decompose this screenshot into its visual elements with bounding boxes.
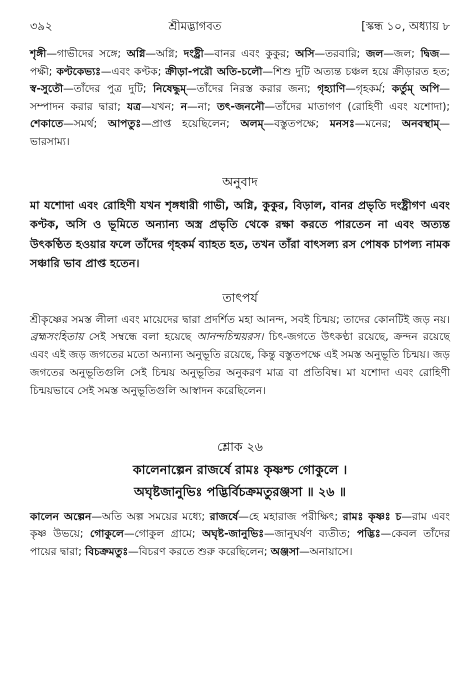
synonym-meaning: —প্রাপ্ত হয়েছিলেন;	[141, 118, 241, 131]
synonym-word: জল	[365, 48, 384, 60]
book-page	[30, 18, 450, 572]
purport-part-3: চিৎ-জগতে উৎকণ্ঠা রয়েছে, ক্রন্দন রয়েছে এবং এই জড় জগতের মতো অন্যান্য অনুভূতি রয়েছে, কিন্তু বস্তুতপক্ষে এই সমস্ত অনুভূতি চিন্ময়। জড় জগতের অনুভূতিগুলি সেই চিন্ময় অনুভূতির অনুকরণ মাত্র বা প্রতিবিম্ব। মা যশোদা এবং রোহিণী চিন্ময়ভাবে সেই সমস্ত অনুভূতিগুলি আস্বাদন করেছিলেন।	[30, 331, 450, 397]
synonym-word: ন	[180, 100, 188, 113]
purport-italic-2: আনন্দচিন্ময়রস।	[196, 331, 264, 344]
synonyms-paragraph	[30, 46, 450, 152]
synonym-word: রামঃ কৃষ্ণঃ চ	[342, 510, 402, 523]
purport-text	[30, 312, 450, 401]
synonym-word: ক্রীড়া-পরৌ অতি-চলৌ	[165, 65, 263, 78]
purport-part-1: শ্রীকৃষ্ণের সমস্ত লীলা এবং মায়েদের দ্বারা প্রদর্শিত মহা আনন্দ, সবই চিন্ময়; তাদের কোনটিই জড় নয়।	[30, 313, 450, 326]
purport-heading: তাৎপর্য	[222, 289, 258, 305]
synonym-word: গৃহ্যাণি	[317, 83, 346, 96]
synonym-word: দ্বিজ	[420, 48, 440, 60]
synonym-meaning: —জানুঘর্ষণ ব্যতীত;	[264, 528, 357, 541]
synonym-meaning: —হে মহারাজ পরীক্ষিৎ;	[238, 510, 343, 523]
synonym-word: অঞ্জসা	[270, 545, 300, 558]
synonym-meaning: —গৃহকর্ম;	[345, 83, 392, 96]
synonym-word: অঘৃষ্ট-জানুভিঃ	[202, 528, 264, 541]
shloka-number: শ্লোক ২৬	[217, 438, 263, 454]
translation-text: মা যশোদা এবং রোহিণী যখন শৃঙ্গধারী গাভী, অগ্নি, কুকুর, বিড়াল, বানর প্রভৃতি দংষ্ট্রীগণ এবং কণ্টক, অসি ও ভূমিতে অন্যান্য অস্ত্র প্রভৃতি থেকে রক্ষা করতে পারতেন না এবং অত্যন্ত উৎকণ্ঠিত হওয়ার ফলে তাঁদের গৃহকর্ম ব্যাহত হত, তখন তাঁরা বাৎসল্য রস পোষক চাপল্য নামক সঞ্চারি ভাব প্রাপ্ত হতেন।	[30, 198, 450, 271]
synonym-meaning: —গোকুল গ্রামে;	[123, 528, 203, 541]
synonym-word: শেকাতে	[30, 118, 64, 131]
chapter-reference: [স্কন্ধ ১০, অধ্যায় ৮	[361, 19, 450, 33]
synonym-meaning: —গাভীদের সঙ্গে;	[46, 48, 127, 60]
synonyms-paragraph-bottom	[30, 509, 450, 562]
synonym-meaning: —বস্তুতপক্ষে;	[263, 118, 330, 131]
synonym-meaning: —অতি অল্প সময়ের মধ্যে;	[91, 510, 210, 523]
purport-part-2: সেই সম্বন্ধে বলা হয়েছে	[83, 331, 197, 344]
synonym-word: যত্র	[127, 100, 141, 113]
synonym-word: শৃঙ্গী	[30, 48, 47, 60]
synonym-word: কণ্টকেভ্যঃ	[56, 65, 101, 78]
synonym-word: রাজর্ষে	[209, 510, 239, 523]
synonym-word: স্ব-সুতৌ	[30, 83, 64, 96]
synonym-meaning: —কেবল তাঁদের পায়ের দ্বারা;	[30, 528, 450, 558]
synonym-word: বিচক্রমতুঃ	[85, 545, 129, 558]
page-number: ৩৯২	[30, 19, 53, 33]
purport-italic-1: ব্রহ্মসংহিতায়	[30, 331, 84, 344]
synonym-meaning: —ভারসাম্য।	[30, 118, 450, 148]
synonym-word: দংষ্ট্রী	[183, 48, 204, 60]
synonym-word: নিষেদ্ধুম্	[153, 83, 187, 96]
synonym-meaning: —তাঁদের মাতাগণ (রোহিণী এবং যশোদা);	[264, 100, 450, 113]
synonym-word: পদ্ভিঃ	[356, 528, 381, 541]
synonym-meaning: —বিচরণ করতে শুরু করেছিলেন;	[128, 545, 271, 558]
verse-line-2: অঘৃষ্টজানুভিঃ পদ্ভির্বিচক্রমতুরঞ্জসা ॥ ২৬ ॥	[134, 483, 346, 499]
synonym-meaning: —মনের;	[354, 118, 403, 131]
synonym-meaning: —অনায়াসে।	[299, 545, 353, 558]
synonym-word: অলম্	[240, 118, 264, 131]
synonym-meaning: —পক্ষী;	[30, 48, 450, 78]
synonym-meaning: —তরবারি;	[314, 48, 366, 60]
translation-heading: অনুবাদ	[222, 173, 258, 189]
synonym-word: অনবস্থাম্	[402, 118, 440, 131]
synonym-word: মনসঃ	[329, 118, 355, 131]
synonym-word: আপতুঃ	[107, 118, 142, 131]
synonym-meaning: —না;	[187, 100, 217, 113]
synonym-word: কালেন অল্পেন	[30, 510, 92, 523]
synonym-meaning: —শিশু দুটি অত্যন্ত চঞ্চল হয়ে ক্রীড়ারত হত;	[262, 65, 450, 78]
synonym-meaning: —এবং কণ্টক;	[100, 65, 166, 78]
synonym-word: অসি	[295, 48, 315, 60]
verse-line-1: কালেনাল্পেন রাজর্ষে রামঃ কৃষ্ণশ্চ গোকুলে ।	[132, 461, 348, 477]
synonym-word: তৎ-জননৌ	[216, 100, 265, 113]
synonym-meaning: —অগ্নি;	[145, 48, 184, 60]
synonym-meaning: —সম্পাদন করার দ্বারা;	[30, 83, 451, 113]
synonym-word: গোকুলে	[90, 528, 124, 541]
synonym-word: অগ্নি	[126, 48, 146, 60]
synonym-meaning: —সমর্থ;	[63, 118, 108, 131]
synonym-meaning: —রাম এবং কৃষ্ণ উভয়ে;	[30, 510, 450, 541]
synonym-meaning: —বানর এবং কুকুর;	[203, 48, 296, 60]
page-header	[30, 18, 450, 36]
synonym-meaning: —জল;	[383, 48, 421, 60]
book-title: শ্রীমদ্ভাগবত	[168, 19, 222, 33]
synonym-meaning: —যখন;	[140, 100, 181, 113]
synonym-word: কর্তুম্ অপি	[391, 83, 440, 96]
synonym-meaning: —তাঁদের পুত্র দুটি;	[63, 83, 154, 96]
synonym-meaning: —তাঁদের নিরস্ত করার জন্য;	[186, 83, 318, 96]
